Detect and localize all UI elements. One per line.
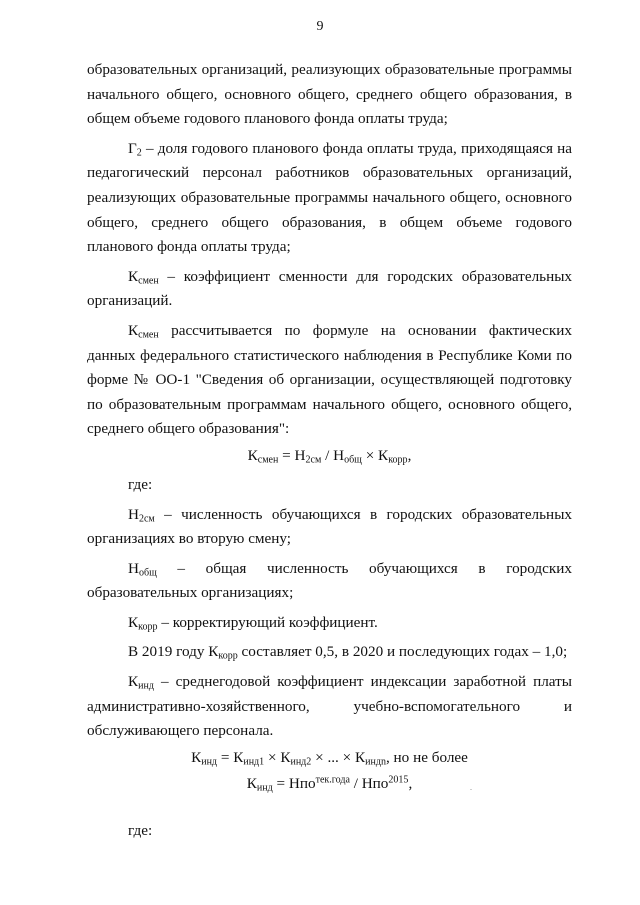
paragraph-ksmen-definition: $К_{смен}$ – коэффициент сменности для городских образовательных организаций. bbox=[87, 267, 572, 310]
paragraph-nobsh-definition: $Н_{общ}$ – общая численность обучающихся в городских образовательных организациях; bbox=[87, 559, 572, 602]
paragraph-year-values: В 2019 году $К_{корр}$ составляет 0,5, в 2020 и последующих годах – 1,0; bbox=[128, 643, 568, 662]
paragraph-kkorr-definition: $К_{корр}$ – корректирующий коэффициент. bbox=[128, 613, 378, 633]
paragraph-ksmen-calculation: $К_{смен}$ рассчитывается по формуле на основании фактических данных федерального статистического наблюдения в Республике Коми по форме № ОО-1 "Сведения об организации, осуществляющей подготовку по образовательным программам начального общего, основного общего, среднего общего образования": bbox=[87, 321, 572, 438]
where-label-2: где: bbox=[128, 821, 153, 839]
paragraph-kind-definition: $К_{инд}$ – среднегодовой коэффициент индексации заработной платы административно-хозяйственного, учебно-вспомогательного и обслуживающего персонала. bbox=[87, 673, 572, 740]
paragraph-g2-definition: $Г_2$ – доля годового планового фонда оплаты труда, приходящаяся на педагогический персонал работников образовательных организаций, реализующих образовательные программы начального общего, основного общего, среднего общего образования, в общем объеме годового планового фонда оплаты труда; bbox=[87, 139, 572, 256]
document-body bbox=[87, 58, 572, 843]
scan-speck bbox=[470, 789, 472, 790]
page-number: 9 bbox=[316, 19, 324, 34]
formula-kind-product: $К_{инд} = К_{инд1} \times К_{инд2}$ × ... × $К_{индn}$, но не более bbox=[191, 748, 468, 768]
formula-ksmen: $К_{смен} = Н_{2см} / Н_{общ} \times К_{корр}$, bbox=[247, 446, 412, 466]
where-label-1: где: bbox=[128, 475, 153, 493]
formula-kind-limit: $К_{инд} = Нпо^{тек.года} / Нпо^{2015}$, bbox=[246, 774, 413, 794]
paragraph-n2sm-definition: $Н_{2см}$ – численность обучающихся в городских образовательных организациях во вторую смену; bbox=[87, 505, 572, 548]
paragraph-continuation: образовательных организаций, реализующих образовательные программы начального общего, основного общего, среднего общего образования, в общем объеме годового планового фонда оплаты труда; bbox=[87, 61, 572, 128]
